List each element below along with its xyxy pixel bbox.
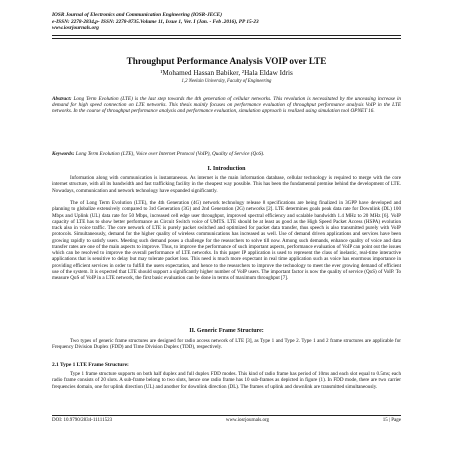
page-footer <box>52 418 401 423</box>
keywords-label: Keywords: <box>52 151 75 157</box>
footer-page-number: 15 | Page <box>382 418 401 423</box>
footer-rule <box>52 415 401 416</box>
intro-paragraph-2: The of Long Term Evolution (LTE), the 4th Generation (4G) network technology release 8 specifications are being finalized in 3GPP have developed and planning to globalize extensively compared to 3rd Generation (3G) and 2nd Generation (2G) networks [2]. LTE determines goals peak data rate for Downlink (DL) 100 Mbps and Uplink (UL) data rate for 50 Mbps, increased cell edge user throughput, improved spectral efficiency and scalable bandwidth 1.4 MHz to 20 MHz [6]. VoIP capacity of LTE has to show better performance as Circuit Switch voice of UMTS. LTE should be at least as good as the High Speed Packet Access (HSPA) evolution track also in voice traffic. The core network of LTE is purely packet switched and optimized for packet data transfer, thus speech is also transmitted purely with VoIP protocols. Simultaneously, demand for the higher quality of wireless communications has increased as well. Use of demand driven applications and services have been growing rapidly to satisfy users. Meeting such demand poses a challenge for the researchers to solve till now. Among such demands, enhance quality of voice and data transfer rates are one of the main aspects to improve. Thus, to improve the performance of such important aspects, performance evaluation of VoIP can point out the issues which can be resolved to improve the overall performance of LTE networks. In this paper IP application is used to represent the class of inelastic, real-time interactive applications that is sensitive to delay but may tolerate packet loss. This need is much more expectant in real time application such as voice has enormous importance in providing efficient services in order to fulfill the users expectation, and hence to the researchers to improve the technology to meet the ever growing demand of efficient use of the system. It is expected that LTE should support a significantly higher number of VoIP users. The important factor is now the quality of service (QoS) of VoIP. To measure QoS of VoIP in a LTE network, the first basic evaluation can be done in terms of maximum throughput [7]. <box>52 200 401 281</box>
footer-doi: DOI: 10.9790/2834-11111523 <box>52 418 113 423</box>
abstract-label: Abstract: <box>52 96 72 102</box>
abstract <box>52 96 401 114</box>
frame-paragraph-1: Two types of generic frame structures are designed for radio access network of LTE [3], as Type 1 and Type 2. Type 1 and 2 frame structures are applicable for Frequency Division Duplex (FDD) and Time Division Duplex (TDD), respectively. <box>52 338 401 351</box>
subsection-type1-heading: 2.1 Type 1 LTE Frame Structure: <box>52 362 129 368</box>
type1-paragraph: Type 1 frame structure supports on both half duplex and full duplex FDD modes. This kind of radio frame has period of 10ms and each slot equal to 0.5ms; each radio frame consists of 20 slots. A sub-frame belong to two slots, hence one radio frame has 10 sub-frames as depicted in figure (1). In FDD mode, there are two carrier frequencies domain, one for uplink direction (UL) and another for downlink direction (DL). The frames of uplink and downlink are transmitted simultaneously. <box>52 371 401 390</box>
keywords-text: Long Term Evolution (LTE), Voice over Internet Protocol (VoIP), Quality of Service (QoS). <box>75 151 265 157</box>
header-rule-bottom <box>52 38 401 39</box>
paper-affiliation: 1,2 Neelain University, Faculty of Engineering <box>181 79 272 84</box>
header-rule-top <box>52 35 401 36</box>
keywords <box>52 151 401 157</box>
journal-name: IOSR Journal of Electronics and Communication Engineering (IOSR-JECE) <box>52 12 222 18</box>
journal-header <box>52 12 259 32</box>
journal-website[interactable]: www.iosrjournals.org <box>52 25 99 32</box>
section-introduction-heading: I. Introduction <box>207 166 246 172</box>
footer-website[interactable]: www.iosrjournals.org <box>225 418 270 423</box>
journal-issn: e-ISSN: 2278-2834,p- ISSN: 2278-8735.Volume 11, Issue 1, Ver. I (Jan. - Feb .2016), PP 15-23 <box>52 18 259 25</box>
abstract-text: Long Term Evolution (LTE) is the last step towards the 4th generation of cellular networks. This revolution is necessitated by the unceasing increase in demand for high speed connection on LTE networks. This thesis mainly focuses on performance evaluation of throughput performance analysis VoIP in the LTE networks. In the course of throughput performance analysis and performance evaluation, simulation approach is realized using simulation tool OPNET 16. <box>52 96 402 115</box>
intro-paragraph-1: Information along with communication is instantaneous. As internet is the main information database, cellular technology is required to merge with the core internet structure, with all its bandwidth and fast trafficking facility in the cheapest way possible. This has been the fundamental premise behind the development of LTE. Nowadays, communication and network technology have expanded significantly. <box>52 175 401 194</box>
paper-title: Throughput Performance Analysis VOIP over LTE <box>126 56 327 66</box>
paper-authors: ¹Mohamed Hassan Babiker, ²Hala Eldaw Idris <box>160 69 293 77</box>
section-frame-heading: II. Generic Frame Structure: <box>189 328 264 334</box>
